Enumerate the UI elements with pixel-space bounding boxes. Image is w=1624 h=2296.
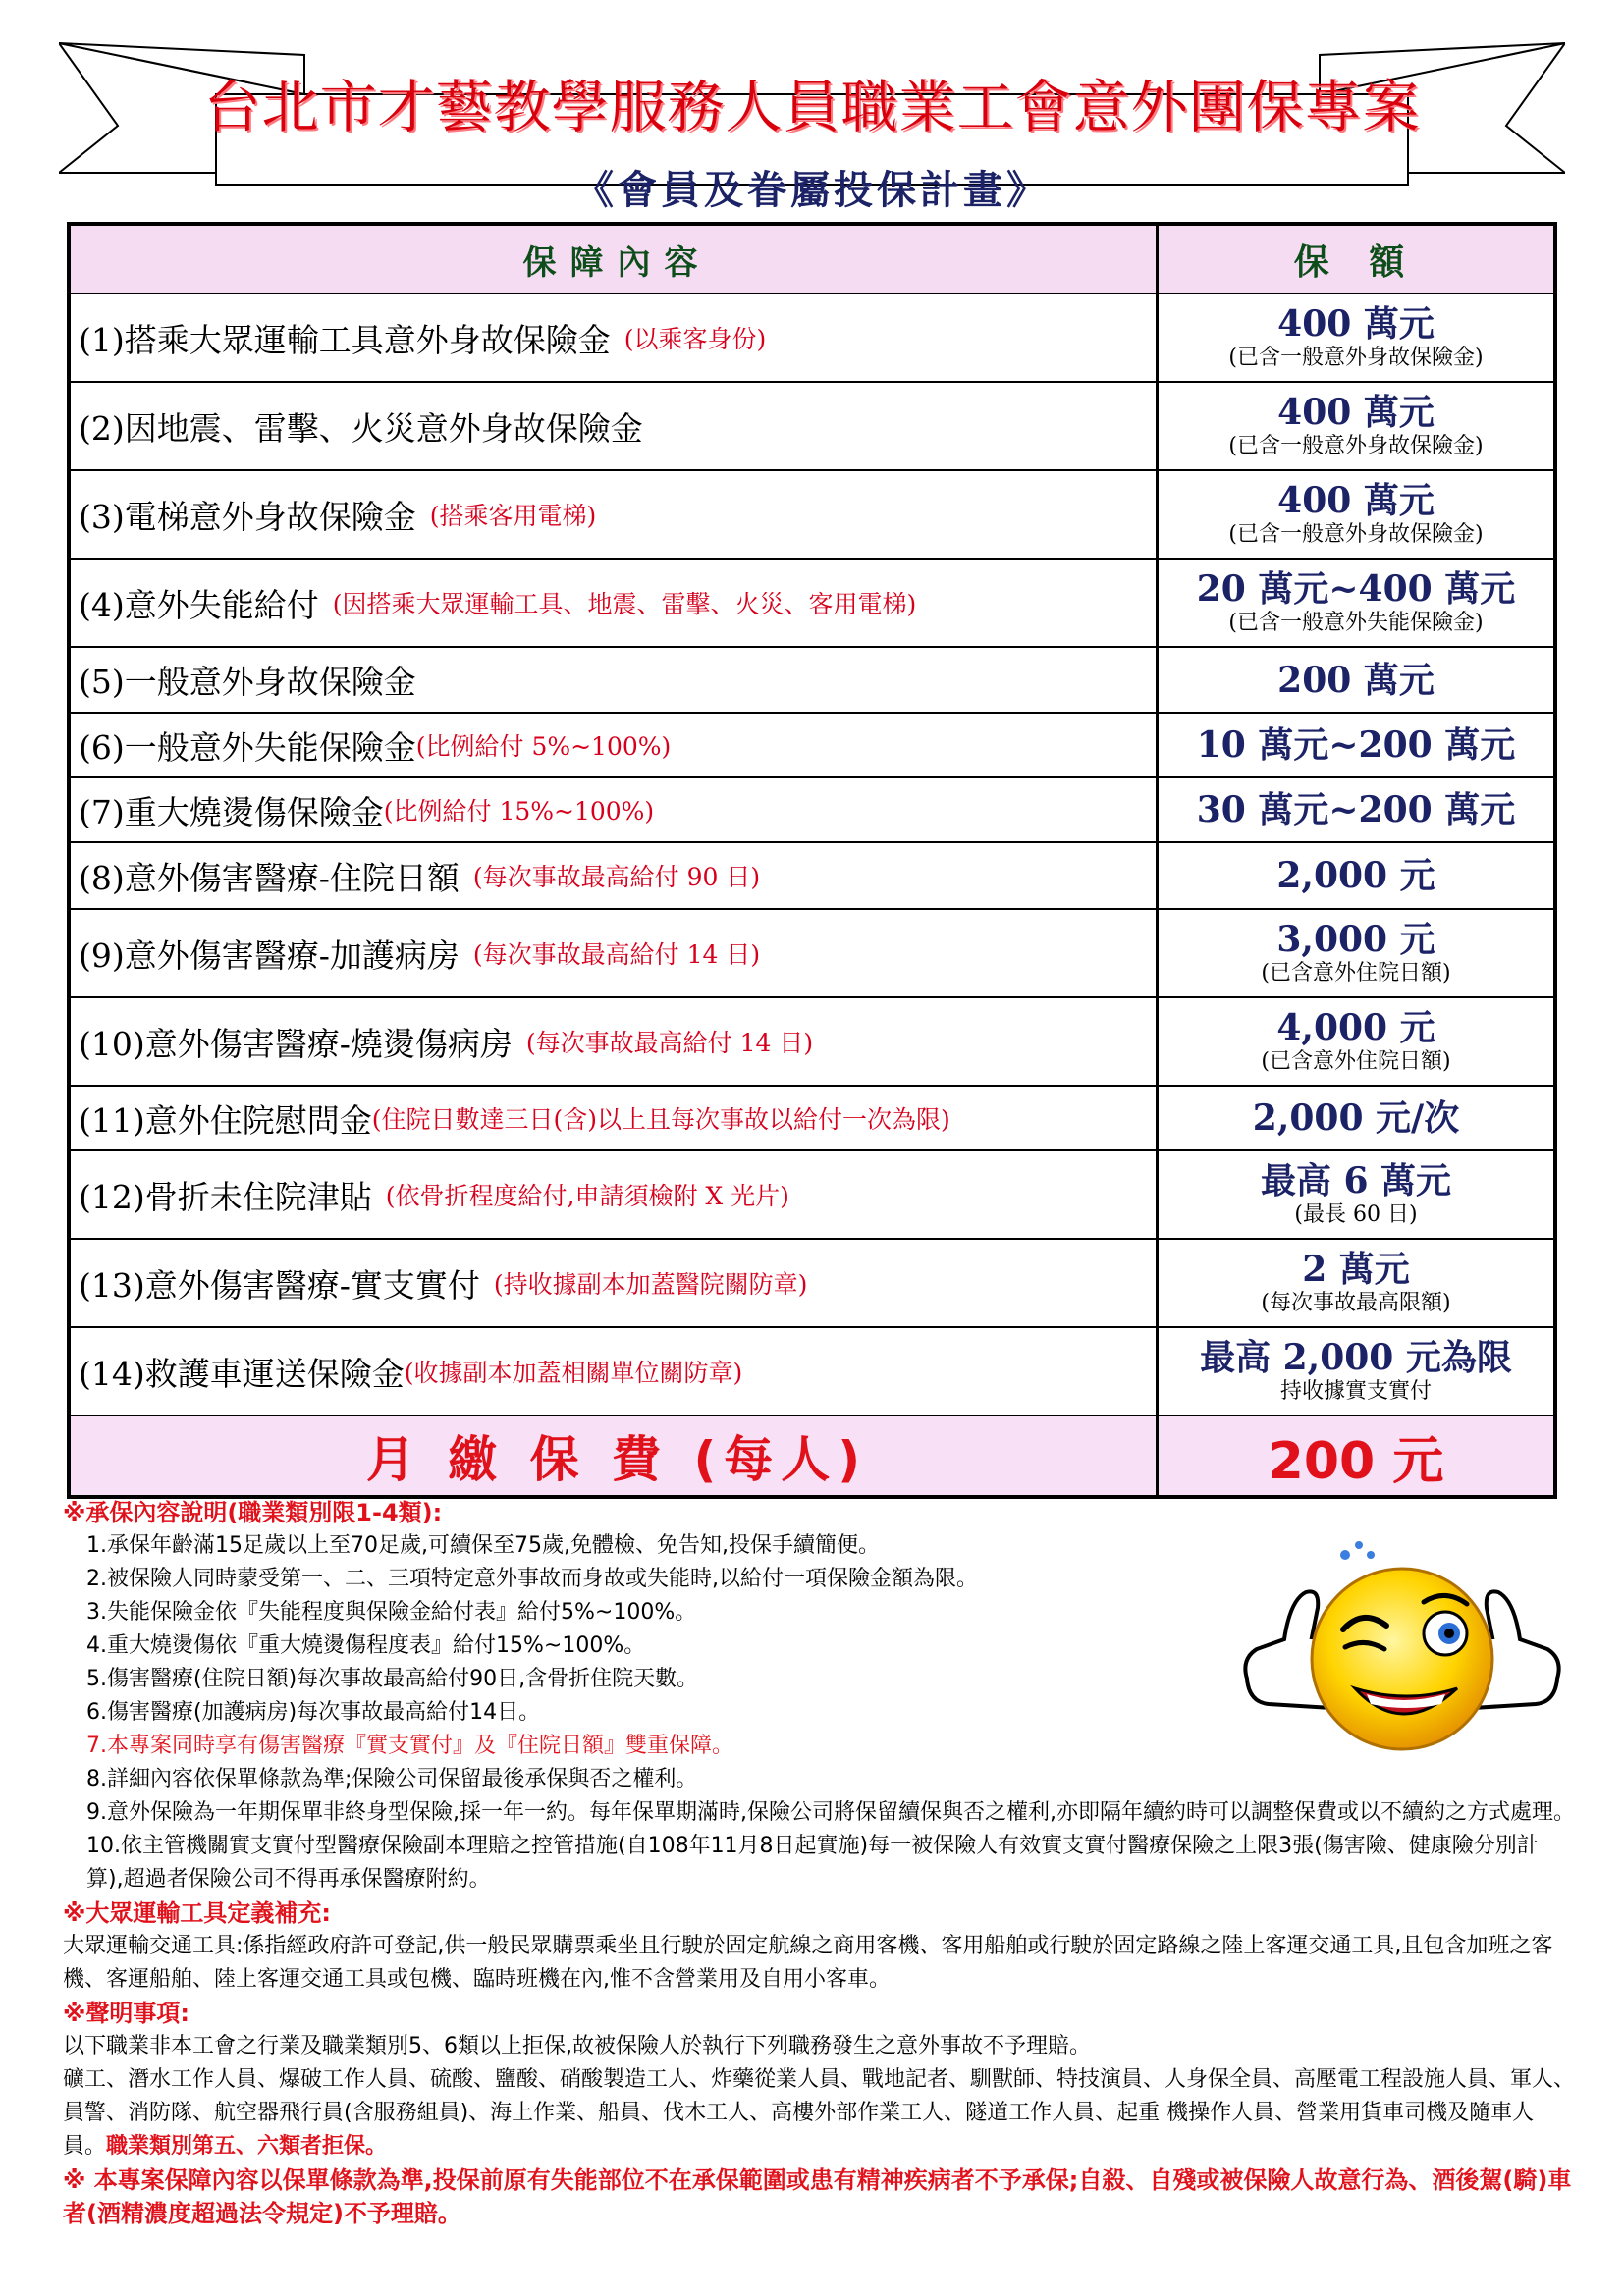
- row-label: (11)意外住院慰問金: [79, 1100, 372, 1140]
- row-label: (4)意外失能給付: [79, 585, 319, 624]
- notes-section: [63, 1496, 1575, 2230]
- row-amount: 200 萬元: [1277, 659, 1435, 701]
- premium-amount: 200 元: [1268, 1431, 1444, 1491]
- row-note: (因搭乘大眾運輸工具、地震、雷擊、火災、客用電梯): [332, 590, 917, 618]
- row-amount: 最高 6 萬元: [1260, 1160, 1452, 1201]
- page-subtitle: 《會員及眷屬投保計畫》: [574, 167, 1050, 213]
- table-row: [71, 1085, 1553, 1149]
- row-note: (持收據副本加蓋醫院關防章): [493, 1270, 808, 1299]
- statement-occupations: [63, 2063, 1575, 2163]
- row-sub: (已含一般意外失能保險金): [1228, 611, 1484, 635]
- row-amount: 2,000 元/次: [1252, 1097, 1460, 1139]
- row-label: (12)骨折未住院津貼: [79, 1177, 372, 1216]
- row-amount: 30 萬元~200 萬元: [1196, 789, 1516, 830]
- statement-intro: 以下職業非本工會之行業及職業類別5、6類以上拒保,故被保險人於執行下列職務發生之意外事故不予理賠。: [63, 2034, 1091, 2058]
- row-label: (1)搭乘大眾運輸工具意外身故保險金: [79, 320, 611, 359]
- row-amount: 400 萬元: [1277, 392, 1435, 433]
- row-label: (3)電梯意外身故保險金: [79, 497, 416, 536]
- section-heading-coverage: ※承保內容說明(職業類別限1-4類):: [63, 1499, 443, 1526]
- row-note: (搭乘客用電梯): [429, 502, 597, 530]
- row-sub: (已含一般意外身故保險金): [1228, 434, 1484, 458]
- row-sub: (每次事故最高限額): [1261, 1291, 1451, 1315]
- table-row: [71, 381, 1553, 469]
- table-row: [71, 469, 1553, 558]
- row-note: (依骨折程度給付,申請須檢附 X 光片): [385, 1182, 789, 1210]
- table-row: [71, 712, 1553, 776]
- transport-definition: 大眾運輸交通工具:係指經政府許可登記,供一般民眾購票乘坐且行駛於固定航線之商用客機、客用船舶或行駛於固定路線之陸上客運交通工具,且包含加班之客機、客運船舶、陸上客運交通工具或包機、臨時班機在內,惟不含營業用及自用小客車。: [63, 1934, 1553, 1992]
- occupation-rejection: 職業類別第五、六類者拒保。: [106, 2134, 388, 2159]
- header-content: 保障內容: [71, 226, 1159, 293]
- row-label: (14)救護車運送保險金: [79, 1354, 405, 1393]
- row-note: (每次事故最高給付 90 日): [472, 863, 761, 891]
- row-amount: 400 萬元: [1277, 480, 1435, 521]
- row-amount: 400 萬元: [1277, 303, 1435, 345]
- row-note: (以乘客身份): [623, 325, 767, 353]
- table-row: [71, 1149, 1553, 1238]
- row-note: (每次事故最高給付 14 日): [472, 940, 761, 969]
- table-row: [71, 841, 1553, 908]
- row-label: (2)因地震、雷擊、火災意外身故保險金: [79, 408, 643, 448]
- table-row: [71, 293, 1553, 381]
- section-heading-statement: ※聲明事項:: [63, 2000, 189, 2027]
- page-title: 台北市才藝教學服務人員職業工會意外團保專案: [203, 74, 1421, 140]
- note-item: 4.重大燒燙傷依『重大燒燙傷程度表』給付15%~100%。: [86, 1633, 646, 1658]
- table-row: [71, 908, 1553, 996]
- row-label: (9)意外傷害醫療-加護病房: [79, 935, 460, 975]
- header-amount: 保 額: [1293, 240, 1419, 283]
- benefit-table: [67, 222, 1557, 1499]
- table-row: [71, 1326, 1553, 1415]
- row-note: (每次事故最高給付 14 日): [525, 1029, 814, 1057]
- row-amount: 20 萬元~400 萬元: [1196, 568, 1516, 610]
- table-row: [71, 776, 1553, 841]
- row-sub: (已含一般意外身故保險金): [1228, 346, 1484, 370]
- section-heading-transport: ※大眾運輸工具定義補充:: [63, 1899, 331, 1927]
- final-disclaimer: ※ 本專案保障內容以保單條款為準,投保前原有失能部位不在承保範圍或患有精神疾病者不予承保;自殺、自殘或被保險人故意行為、酒後駕(騎)車者(酒精濃度超過法令規定)不予理賠。: [63, 2166, 1572, 2227]
- occupation-list: 礦工、潛水工作人員、爆破工作人員、硫酸、鹽酸、硝酸製造工人、炸藥從業人員、戰地記者、馴獸師、特技演員、人身保全員、高壓電工程設施人員、軍人、員警、消防隊、航空器飛行員(含服務組員)、海上作業、船員、伐木工人、高樓外部作業工人、隧道工作人員、起重 機操作人員、營業用貨車司機及隨車人員。: [63, 2067, 1576, 2159]
- row-label: (8)意外傷害醫療-住院日額: [79, 858, 460, 897]
- row-note: (比例給付 5%~100%): [415, 732, 672, 761]
- premium-row: [71, 1415, 1553, 1495]
- row-sub: 持收據實支實付: [1279, 1379, 1432, 1404]
- row-sub: (已含意外住院日額): [1261, 961, 1451, 986]
- row-note: (收據副本加蓋相關單位關防章): [404, 1359, 743, 1387]
- note-item: 1.承保年齡滿15足歲以上至70足歲,可續保至75歲,免體檢、免告知,投保手續簡便。: [86, 1533, 880, 1558]
- note-item: 5.傷害醫療(住院日額)每次事故最高給付90日,含骨折住院天數。: [86, 1667, 699, 1691]
- note-item: 10.依主管機關實支實付型醫療保險副本理賠之控管措施(自108年11月8日起實施)每一被保險人有效實支實付醫療保險之上限3張(傷害險、健康險分別計算),超過者保險公司不得再承保醫療附約。: [86, 1834, 1539, 1892]
- row-amount: 2,000 元: [1276, 855, 1435, 896]
- row-sub: (已含意外住院日額): [1261, 1049, 1451, 1074]
- row-sub: (最長 60 日): [1294, 1202, 1418, 1227]
- row-note: (住院日數達三日(含)以上且每次事故以給付一次為限): [371, 1105, 950, 1134]
- row-amount: 4,000 元: [1276, 1007, 1435, 1048]
- row-amount: 3,000 元: [1276, 919, 1435, 960]
- row-label: (10)意外傷害醫療-燒燙傷病房: [79, 1024, 513, 1063]
- note-item: 7.本專案同時享有傷害醫療『實支實付』及『住院日額』雙重保障。: [86, 1734, 733, 1758]
- note-item: 2.被保險人同時蒙受第一、二、三項特定意外事故而身故或失能時,以給付一項保險金額為限。: [86, 1567, 978, 1591]
- table-row: [71, 996, 1553, 1085]
- table-row: [71, 558, 1553, 646]
- note-item: 8.詳細內容依保單條款為準;保險公司保留最後承保與否之權利。: [86, 1767, 698, 1791]
- row-label: (13)意外傷害醫療-實支實付: [79, 1265, 480, 1305]
- note-item: 3.失能保險金依『失能程度與保險金給付表』給付5%~100%。: [86, 1600, 697, 1625]
- row-label: (5)一般意外身故保險金: [79, 663, 416, 701]
- premium-label: 月 繳 保 費 (每人): [71, 1416, 1159, 1495]
- note-item: 6.傷害醫療(加護病房)每次事故最高給付14日。: [86, 1700, 541, 1725]
- row-label: (7)重大燒燙傷保險金: [79, 792, 384, 831]
- table-row: [71, 646, 1553, 712]
- table-header: [71, 226, 1553, 293]
- row-amount: 最高 2,000 元為限: [1200, 1337, 1512, 1378]
- row-sub: (已含一般意外身故保險金): [1228, 522, 1484, 547]
- note-item: 9.意外保險為一年期保單非終身型保險,採一年一約。每年保單期滿時,保險公司將保留續保與否之權利,亦即隔年續約時可以調整保費或以不續約之方式處理。: [86, 1800, 1575, 1825]
- row-label: (6)一般意外失能保險金: [79, 727, 416, 767]
- row-note: (比例給付 15%~100%): [383, 797, 655, 826]
- table-row: [71, 1238, 1553, 1326]
- row-amount: 2 萬元: [1302, 1249, 1410, 1290]
- row-amount: 10 萬元~200 萬元: [1196, 724, 1516, 766]
